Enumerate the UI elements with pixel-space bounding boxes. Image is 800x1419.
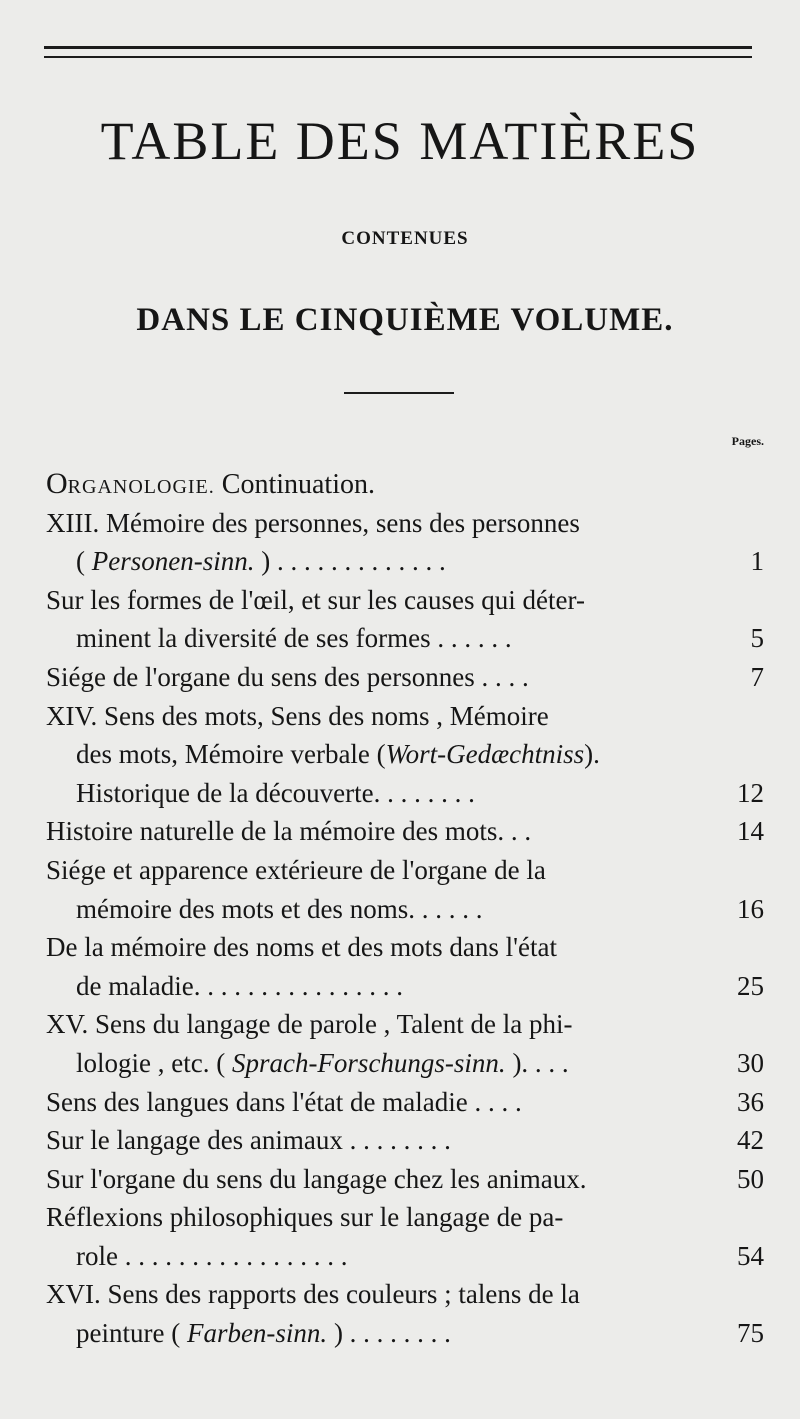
toc-entry-line [46,1275,764,1314]
toc-page-number: 7 [750,661,764,692]
toc-page-number: 30 [737,1047,764,1078]
toc-entry-line [46,619,764,658]
toc-entry-line [46,542,764,581]
toc-entry-line [46,1083,764,1122]
toc-entry-text: mémoire des mots et des noms. . . . . . [76,893,483,924]
toc-entry-text: minent la diversité de ses formes . . . . . . [76,623,512,654]
toc-entry-text: Sur l'organe du sens du langage chez les animaux. [46,1163,587,1194]
table-of-contents [46,465,764,1353]
section-heading-rest: RGANOLOGIE. [67,476,215,498]
toc-entry-line [46,890,764,929]
toc-page-number: 42 [737,1125,764,1156]
toc-page-number: 36 [737,1086,764,1117]
toc-entry-text: XVI. Sens des rapports des couleurs ; talens de la [46,1279,580,1310]
toc-entry-text: De la mémoire des noms et des mots dans l'état [46,932,557,963]
toc-entry-text: ). . . . [505,1047,569,1078]
toc-entry-italic: Personen-sinn. [91,546,255,577]
toc-entry-text: XV. Sens du langage de parole , Talent de la phi- [46,1009,573,1040]
toc-entry-text: XIII. Mémoire des personnes, sens des personnes [46,507,580,538]
toc-page-number: 75 [737,1318,764,1349]
toc-entry-line [46,1044,764,1083]
toc-entry-line [46,697,764,736]
toc-entry-line [46,1198,764,1237]
toc-entry-line [46,812,764,851]
page-subtitle-contenues: CONTENUES [341,228,469,249]
toc-entry-text: ). [584,739,600,770]
toc-entry-text: Siége et apparence extérieure de l'organe de la [46,854,546,885]
toc-entry-line [46,581,764,620]
toc-entry-text: ) . . . . . . . . . . . . . [254,546,446,577]
toc-entry-italic: Farben-sinn. [186,1318,328,1349]
toc-entry-italic: Sprach-Forschungs-sinn. [231,1047,506,1078]
toc-entry-line [46,928,764,967]
toc-page-number: 14 [737,816,764,847]
toc-page-number: 16 [737,893,764,924]
toc-entry-line [46,1005,764,1044]
top-double-rule-lower [44,56,752,58]
toc-entry-line [46,658,764,697]
toc-page-number: 25 [737,970,764,1001]
toc-entry-text: role . . . . . . . . . . . . . . . . . [76,1240,348,1271]
toc-entry-line [46,967,764,1006]
page-title: TABLE DES MATIÈRES [100,111,700,171]
toc-page-number: 50 [737,1163,764,1194]
toc-entry-text: Histoire naturelle de la mémoire des mots. . . [46,816,532,847]
toc-page-number: 12 [737,777,764,808]
toc-page-number: 5 [750,623,764,654]
section-heading [46,465,764,504]
toc-entry-text: lologie , etc. ( [76,1047,232,1078]
toc-entry-line [46,1314,764,1353]
toc-entry-line [46,1160,764,1199]
toc-entry-text: ( [76,546,92,577]
toc-entry-line [46,735,764,774]
toc-entry-text: de maladie. . . . . . . . . . . . . . . . [76,970,403,1001]
top-double-rule-upper [44,46,752,49]
section-heading-tail: Continuation. [221,469,375,500]
toc-entry-text: Sens des langues dans l'état de maladie . . . . [46,1086,522,1117]
title-divider [344,392,454,394]
toc-entry-text: des mots, Mémoire verbale ( [76,739,386,770]
toc-entry-text: Siége de l'organe du sens des personnes . . . . [46,661,529,692]
toc-page-number: 54 [737,1240,764,1271]
page-subtitle-volume: DANS LE CINQUIÈME VOLUME. [136,302,674,338]
toc-entry-line [46,1237,764,1276]
toc-page-number: 1 [750,546,764,577]
toc-entry-text: Sur le langage des animaux . . . . . . . . [46,1125,451,1156]
toc-entry-line [46,851,764,890]
toc-entry-text: XIV. Sens des mots, Sens des noms , Mémoire [46,700,549,731]
toc-entry-text: Historique de la découverte. . . . . . . . [76,777,475,808]
toc-entry-text: Réflexions philosophiques sur le langage de pa- [46,1202,564,1233]
toc-entry-italic: Wort-Gedæchtniss [385,739,585,770]
pages-column-label: Pages. [731,434,764,448]
toc-entry-line [46,774,764,813]
toc-entry-text: Sur les formes de l'œil, et sur les causes qui déter- [46,584,585,615]
toc-entry-text: peinture ( [76,1318,187,1349]
section-heading-initial: O [46,467,68,500]
toc-entry-line [46,1121,764,1160]
toc-entry-text: ) . . . . . . . . [327,1318,451,1349]
toc-entry-line [46,504,764,543]
